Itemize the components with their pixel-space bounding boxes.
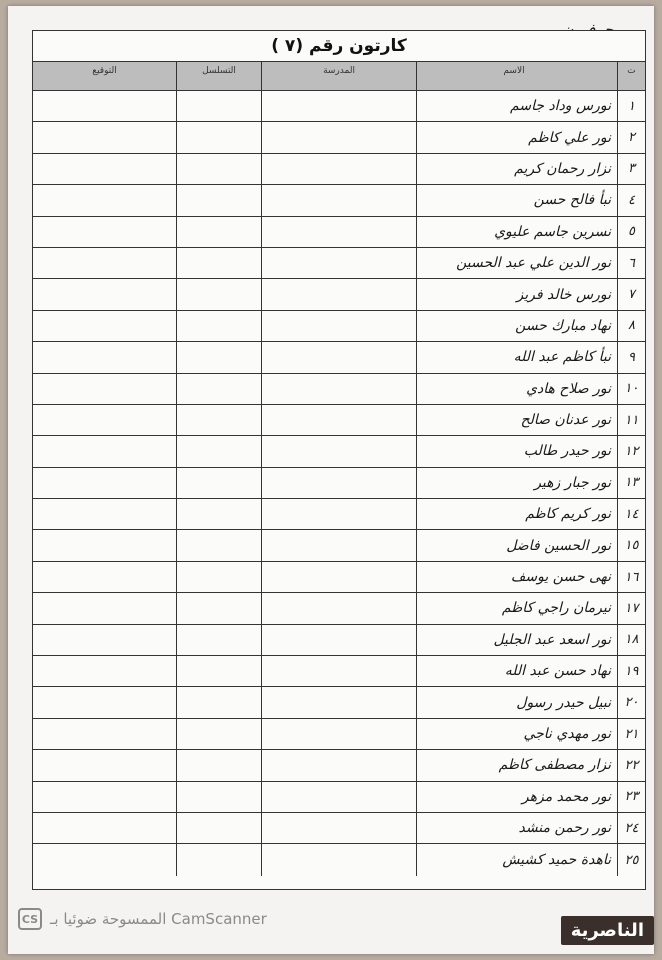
row-num-cell bbox=[617, 813, 645, 843]
row-name-cell bbox=[416, 656, 617, 686]
row-name: نور كريم كاظم bbox=[525, 506, 611, 523]
row-number: ٢٤ bbox=[624, 820, 639, 836]
scanner-text: الممسوحة ضوئيا بـ CamScanner bbox=[50, 910, 267, 928]
row-name: نزار مصطفى كاظم bbox=[498, 757, 611, 774]
row-number: ٣ bbox=[628, 161, 635, 177]
site-logo: الناصرية bbox=[561, 916, 654, 945]
row-name: نهاد مبارك حسن bbox=[515, 317, 611, 334]
table-row bbox=[33, 217, 645, 248]
row-consecutive-cell bbox=[176, 468, 261, 498]
row-school-cell bbox=[261, 154, 416, 184]
row-name-cell bbox=[416, 844, 617, 875]
row-num-cell bbox=[617, 593, 645, 623]
table-row bbox=[33, 499, 645, 530]
table-row bbox=[33, 656, 645, 687]
row-signature-cell bbox=[33, 719, 176, 749]
row-name: نسرين جاسم عليوي bbox=[494, 223, 611, 240]
row-num-cell bbox=[617, 248, 645, 278]
table-row bbox=[33, 311, 645, 342]
row-consecutive-cell bbox=[176, 687, 261, 717]
row-name-cell bbox=[416, 750, 617, 780]
row-school-cell bbox=[261, 342, 416, 372]
row-num-cell bbox=[617, 656, 645, 686]
row-number: ٢ bbox=[628, 130, 635, 146]
row-num-cell bbox=[617, 185, 645, 215]
row-num-cell bbox=[617, 122, 645, 152]
table-title: كارتون رقم (٧ ) bbox=[33, 31, 645, 62]
row-signature-cell bbox=[33, 562, 176, 592]
row-school-cell bbox=[261, 122, 416, 152]
row-consecutive-cell bbox=[176, 593, 261, 623]
row-signature-cell bbox=[33, 468, 176, 498]
row-num-cell bbox=[617, 844, 645, 875]
row-signature-cell bbox=[33, 436, 176, 466]
row-num-cell bbox=[617, 405, 645, 435]
row-name-cell bbox=[416, 374, 617, 404]
row-num-cell bbox=[617, 279, 645, 309]
row-number: ٩ bbox=[628, 349, 635, 365]
row-signature-cell bbox=[33, 499, 176, 529]
row-consecutive-cell bbox=[176, 750, 261, 780]
row-signature-cell bbox=[33, 185, 176, 215]
header-school: المدرسة bbox=[261, 62, 416, 90]
table-row bbox=[33, 593, 645, 624]
row-consecutive-cell bbox=[176, 342, 261, 372]
row-consecutive-cell bbox=[176, 625, 261, 655]
row-consecutive-cell bbox=[176, 91, 261, 121]
document-page bbox=[8, 6, 654, 954]
table-row bbox=[33, 405, 645, 436]
row-school-cell bbox=[261, 217, 416, 247]
row-name: نور عدنان صالح bbox=[520, 412, 611, 429]
row-name: نور علي كاظم bbox=[528, 129, 611, 146]
row-name-cell bbox=[416, 311, 617, 341]
row-num-cell bbox=[617, 154, 645, 184]
row-name: نور صلاح هادي bbox=[526, 380, 611, 397]
table-row bbox=[33, 468, 645, 499]
row-school-cell bbox=[261, 279, 416, 309]
row-name: نور مهدي ناجي bbox=[523, 726, 611, 742]
row-number: ١٥ bbox=[624, 538, 639, 554]
names-table bbox=[32, 30, 646, 890]
row-name-cell bbox=[416, 154, 617, 184]
row-school-cell bbox=[261, 405, 416, 435]
row-consecutive-cell bbox=[176, 217, 261, 247]
row-signature-cell bbox=[33, 687, 176, 717]
row-school-cell bbox=[261, 311, 416, 341]
row-school-cell bbox=[261, 844, 416, 875]
row-name-cell bbox=[416, 405, 617, 435]
header-consecutive: التسلسل bbox=[176, 62, 261, 90]
row-number: ١٤ bbox=[624, 506, 639, 522]
row-signature-cell bbox=[33, 656, 176, 686]
row-school-cell bbox=[261, 750, 416, 780]
row-name: نزار رحمان كريم bbox=[514, 160, 611, 177]
row-name-cell bbox=[416, 593, 617, 623]
row-number: ٤ bbox=[628, 192, 635, 208]
row-number: ١٣ bbox=[624, 475, 639, 491]
row-school-cell bbox=[261, 530, 416, 560]
row-signature-cell bbox=[33, 813, 176, 843]
header-signature: التوقيع bbox=[92, 66, 117, 76]
row-number: ٥ bbox=[628, 224, 635, 240]
row-name-cell bbox=[416, 468, 617, 498]
row-name: نورس وداد جاسم bbox=[510, 98, 611, 115]
row-number: ٦ bbox=[628, 255, 635, 271]
row-name: نور جبار زهير bbox=[534, 474, 611, 491]
table-row bbox=[33, 530, 645, 561]
row-name: نور اسعد عبد الجليل bbox=[493, 631, 611, 648]
row-name-cell bbox=[416, 499, 617, 529]
row-name-cell bbox=[416, 562, 617, 592]
row-signature-cell bbox=[33, 750, 176, 780]
row-consecutive-cell bbox=[176, 813, 261, 843]
row-signature-cell bbox=[33, 217, 176, 247]
row-name-cell bbox=[416, 625, 617, 655]
table-header bbox=[33, 62, 645, 91]
row-name: نيرمان راجي كاظم bbox=[501, 600, 611, 617]
row-name: نبأ فالح حسن bbox=[533, 192, 611, 209]
row-number: ١٠ bbox=[624, 381, 639, 397]
row-consecutive-cell bbox=[176, 656, 261, 686]
camscanner-icon: CS bbox=[18, 908, 42, 930]
row-consecutive-cell bbox=[176, 562, 261, 592]
table-row bbox=[33, 436, 645, 467]
row-signature-cell bbox=[33, 154, 176, 184]
row-signature-cell bbox=[33, 405, 176, 435]
row-name-cell bbox=[416, 342, 617, 372]
row-signature-cell bbox=[33, 374, 176, 404]
row-consecutive-cell bbox=[176, 122, 261, 152]
row-school-cell bbox=[261, 782, 416, 812]
row-school-cell bbox=[261, 185, 416, 215]
row-name-cell bbox=[416, 436, 617, 466]
row-number: ٧ bbox=[628, 287, 635, 303]
row-consecutive-cell bbox=[176, 185, 261, 215]
row-number: ٢١ bbox=[624, 726, 639, 742]
row-name-cell bbox=[416, 91, 617, 121]
row-school-cell bbox=[261, 593, 416, 623]
row-num-cell bbox=[617, 217, 645, 247]
row-num-cell bbox=[617, 719, 645, 749]
row-number: ١٨ bbox=[624, 632, 639, 648]
row-number: ١٢ bbox=[624, 443, 639, 459]
row-num-cell bbox=[617, 530, 645, 560]
row-consecutive-cell bbox=[176, 374, 261, 404]
row-name: نور الدين علي عبد الحسين bbox=[456, 255, 611, 272]
row-school-cell bbox=[261, 499, 416, 529]
row-school-cell bbox=[261, 687, 416, 717]
row-school-cell bbox=[261, 719, 416, 749]
row-num-cell bbox=[617, 782, 645, 812]
row-consecutive-cell bbox=[176, 530, 261, 560]
row-signature-cell bbox=[33, 122, 176, 152]
table-row bbox=[33, 719, 645, 750]
row-school-cell bbox=[261, 625, 416, 655]
row-name: نهى حسن يوسف bbox=[510, 569, 611, 586]
table-row bbox=[33, 248, 645, 279]
row-number: ٢٢ bbox=[624, 757, 639, 773]
row-school-cell bbox=[261, 248, 416, 278]
table-row bbox=[33, 562, 645, 593]
row-number: ٢٥ bbox=[624, 852, 639, 868]
row-number: ١١ bbox=[624, 412, 639, 428]
row-num-cell bbox=[617, 625, 645, 655]
row-name: نور الحسين فاضل bbox=[506, 537, 611, 554]
table-row bbox=[33, 782, 645, 813]
row-signature-cell bbox=[33, 593, 176, 623]
table-row bbox=[33, 122, 645, 153]
table-row bbox=[33, 91, 645, 122]
row-number: ٢٣ bbox=[624, 789, 639, 805]
row-number: ١٦ bbox=[624, 569, 639, 585]
table-row bbox=[33, 625, 645, 656]
row-number: ١٩ bbox=[624, 663, 639, 679]
row-school-cell bbox=[261, 374, 416, 404]
table-row bbox=[33, 374, 645, 405]
row-school-cell bbox=[261, 813, 416, 843]
row-num-cell bbox=[617, 311, 645, 341]
row-name: نبأ كاظم عبد الله bbox=[513, 349, 611, 366]
row-consecutive-cell bbox=[176, 719, 261, 749]
row-signature-cell bbox=[33, 91, 176, 121]
row-name: نورس خالد فريز bbox=[516, 286, 611, 303]
table-row bbox=[33, 279, 645, 310]
row-signature-cell bbox=[33, 279, 176, 309]
row-consecutive-cell bbox=[176, 248, 261, 278]
row-num-cell bbox=[617, 468, 645, 498]
row-signature-cell bbox=[33, 625, 176, 655]
row-number: ١ bbox=[628, 98, 635, 114]
row-number: ٨ bbox=[628, 318, 635, 334]
row-consecutive-cell bbox=[176, 154, 261, 184]
row-name-cell bbox=[416, 248, 617, 278]
row-name: ناهدة حميد كشيش bbox=[502, 852, 611, 869]
row-num-cell bbox=[617, 562, 645, 592]
row-signature-cell bbox=[33, 844, 176, 875]
row-name-cell bbox=[416, 719, 617, 749]
table-row bbox=[33, 844, 645, 875]
row-name-cell bbox=[416, 185, 617, 215]
row-signature-cell bbox=[33, 530, 176, 560]
row-consecutive-cell bbox=[176, 844, 261, 875]
row-consecutive-cell bbox=[176, 499, 261, 529]
table-row bbox=[33, 154, 645, 185]
row-school-cell bbox=[261, 91, 416, 121]
row-num-cell bbox=[617, 750, 645, 780]
row-num-cell bbox=[617, 499, 645, 529]
table-row bbox=[33, 750, 645, 781]
row-name-cell bbox=[416, 782, 617, 812]
row-name: نور حيدر طالب bbox=[523, 443, 611, 460]
table-row bbox=[33, 813, 645, 844]
row-num-cell bbox=[617, 342, 645, 372]
row-name-cell bbox=[416, 530, 617, 560]
row-name-cell bbox=[416, 687, 617, 717]
row-school-cell bbox=[261, 562, 416, 592]
row-number: ١٧ bbox=[624, 600, 639, 616]
header-num: ت bbox=[617, 62, 645, 90]
row-name: نبيل حيدر رسول bbox=[516, 694, 611, 711]
row-name-cell bbox=[416, 813, 617, 843]
row-name: نور رحمن منشد bbox=[518, 820, 611, 837]
table-body bbox=[33, 91, 645, 876]
row-name: نور محمد مزهر bbox=[521, 788, 611, 805]
table-row bbox=[33, 687, 645, 718]
row-name: نهاد حسن عبد الله bbox=[504, 663, 611, 680]
row-signature-cell bbox=[33, 342, 176, 372]
row-num-cell bbox=[617, 374, 645, 404]
row-num-cell bbox=[617, 91, 645, 121]
row-school-cell bbox=[261, 468, 416, 498]
row-num-cell bbox=[617, 436, 645, 466]
table-row bbox=[33, 185, 645, 216]
row-number: ٢٠ bbox=[624, 695, 639, 711]
table-row bbox=[33, 342, 645, 373]
row-signature-cell bbox=[33, 311, 176, 341]
row-consecutive-cell bbox=[176, 782, 261, 812]
scanner-watermark bbox=[18, 908, 267, 930]
row-consecutive-cell bbox=[176, 405, 261, 435]
row-consecutive-cell bbox=[176, 311, 261, 341]
row-name-cell bbox=[416, 122, 617, 152]
row-num-cell bbox=[617, 687, 645, 717]
row-consecutive-cell bbox=[176, 279, 261, 309]
row-name-cell bbox=[416, 217, 617, 247]
row-school-cell bbox=[261, 656, 416, 686]
row-signature-cell bbox=[33, 248, 176, 278]
row-consecutive-cell bbox=[176, 436, 261, 466]
row-signature-cell bbox=[33, 782, 176, 812]
row-name-cell bbox=[416, 279, 617, 309]
header-name: الاسم bbox=[416, 62, 617, 90]
row-school-cell bbox=[261, 436, 416, 466]
